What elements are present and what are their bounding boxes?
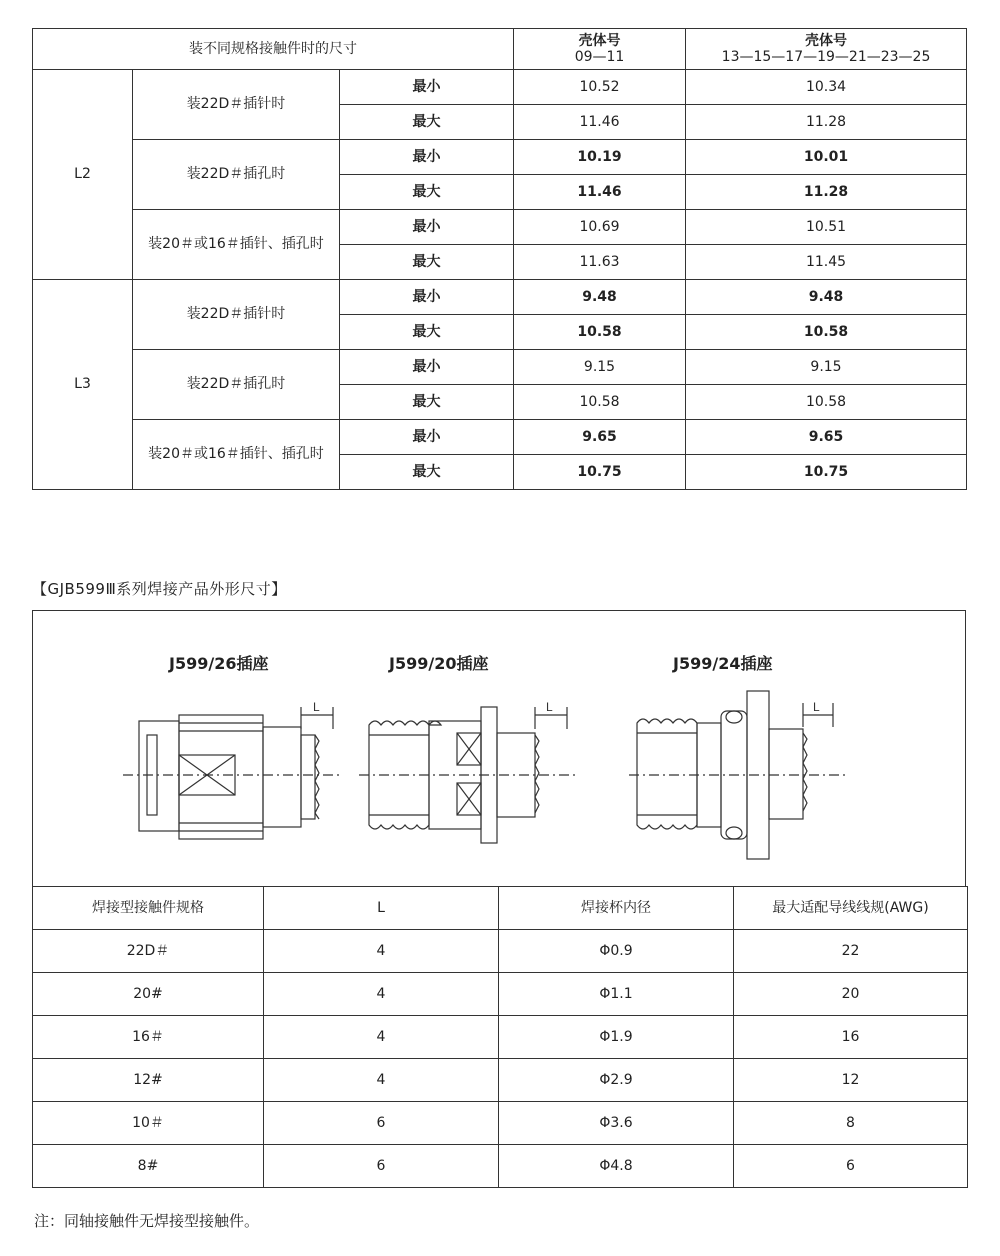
section-title: 【GJB599Ⅲ系列焊接产品外形尺寸】 [32, 580, 287, 598]
dimension-row [33, 140, 967, 175]
table-row [33, 1016, 968, 1059]
figure-label-j599-24: J599/24插座 [673, 654, 773, 673]
dimension-row [33, 280, 967, 315]
cup-diameter-cell: Φ3.6 [499, 1102, 734, 1145]
min-max-label: 最小 [340, 210, 514, 245]
contact-spec-cell: 8# [33, 1145, 264, 1188]
value-shell-09-11: 11.63 [514, 245, 686, 280]
max-awg-cell: 8 [734, 1102, 968, 1145]
contact-spec-cell: 20# [33, 973, 264, 1016]
connector-figures [32, 610, 966, 887]
shell-header-title: 壳体号 [805, 32, 848, 49]
value-shell-09-11: 10.19 [514, 140, 686, 175]
min-max-label: 最小 [340, 350, 514, 385]
table-row [33, 1145, 968, 1188]
min-max-label: 最大 [340, 385, 514, 420]
max-awg-cell: 12 [734, 1059, 968, 1102]
shell-header-sub: 13—15—17—19—21—23—25 [721, 49, 931, 65]
contact-type-label: 装20＃或16＃插针、插孔时 [133, 210, 340, 280]
figure-label-j599-20: J599/20插座 [389, 654, 489, 673]
max-awg-cell: 6 [734, 1145, 968, 1188]
min-max-label: 最大 [340, 105, 514, 140]
dimension-row [33, 210, 967, 245]
solder-contact-table [32, 886, 968, 1188]
dim-label-l-2: L [546, 700, 553, 714]
value-shell-09-11: 9.48 [514, 280, 686, 315]
header-max-awg: 最大适配导线线规(AWG) [734, 887, 968, 930]
l-value-cell: 4 [264, 1016, 499, 1059]
value-shell-09-11: 10.75 [514, 455, 686, 490]
min-max-label: 最大 [340, 245, 514, 280]
dimensions-header-title: 装不同规格接触件时的尺寸 [33, 29, 514, 70]
min-max-label: 最小 [340, 140, 514, 175]
shell-13-25-header [686, 29, 967, 70]
contact-type-label: 装22D＃插孔时 [133, 140, 340, 210]
contact-type-label: 装20＃或16＃插针、插孔时 [133, 420, 340, 490]
value-shell-13-25: 11.28 [686, 105, 967, 140]
l-value-cell: 6 [264, 1102, 499, 1145]
contact-type-label: 装22D＃插孔时 [133, 350, 340, 420]
value-shell-09-11: 10.52 [514, 70, 686, 105]
max-awg-cell: 20 [734, 973, 968, 1016]
value-shell-13-25: 11.45 [686, 245, 967, 280]
l-value-cell: 4 [264, 1059, 499, 1102]
l-value-cell: 4 [264, 973, 499, 1016]
contact-spec-cell: 16＃ [33, 1016, 264, 1059]
shell-09-11-header [514, 29, 686, 70]
dimension-row [33, 420, 967, 455]
dimension-group-label: L3 [33, 280, 133, 490]
j599-26-drawing [139, 707, 333, 839]
min-max-label: 最小 [340, 280, 514, 315]
value-shell-09-11: 11.46 [514, 175, 686, 210]
table-row [33, 930, 968, 973]
shell-header-title: 壳体号 [578, 32, 621, 49]
value-shell-09-11: 9.15 [514, 350, 686, 385]
min-max-label: 最小 [340, 70, 514, 105]
value-shell-13-25: 9.65 [686, 420, 967, 455]
connector-drawings [33, 611, 965, 887]
solder-header-row [33, 887, 968, 930]
l-value-cell: 4 [264, 930, 499, 973]
value-shell-09-11: 10.58 [514, 385, 686, 420]
shell-header-sub: 09—11 [574, 49, 625, 65]
value-shell-09-11: 11.46 [514, 105, 686, 140]
value-shell-13-25: 9.15 [686, 350, 967, 385]
dim-label-l-3: L [813, 700, 820, 714]
contact-spec-cell: 12# [33, 1059, 264, 1102]
cup-diameter-cell: Φ2.9 [499, 1059, 734, 1102]
dimension-row [33, 350, 967, 385]
contact-type-label: 装22D＃插针时 [133, 70, 340, 140]
header-cup-diameter: 焊接杯内径 [499, 887, 734, 930]
max-awg-cell: 16 [734, 1016, 968, 1059]
value-shell-09-11: 10.58 [514, 315, 686, 350]
dimensions-header-row [33, 29, 967, 70]
cup-diameter-cell: Φ0.9 [499, 930, 734, 973]
l-value-cell: 6 [264, 1145, 499, 1188]
table-row [33, 1059, 968, 1102]
value-shell-13-25: 10.58 [686, 315, 967, 350]
dimension-group-label: L2 [33, 70, 133, 280]
dimensions-table [32, 28, 967, 490]
value-shell-13-25: 10.34 [686, 70, 967, 105]
cup-diameter-cell: Φ4.8 [499, 1145, 734, 1188]
value-shell-09-11: 10.69 [514, 210, 686, 245]
dimension-row [33, 70, 967, 105]
table-row [33, 1102, 968, 1145]
header-contact-spec: 焊接型接触件规格 [33, 887, 264, 930]
value-shell-09-11: 9.65 [514, 420, 686, 455]
value-shell-13-25: 10.51 [686, 210, 967, 245]
value-shell-13-25: 9.48 [686, 280, 967, 315]
min-max-label: 最大 [340, 175, 514, 210]
contact-spec-cell: 22D＃ [33, 930, 264, 973]
min-max-label: 最大 [340, 315, 514, 350]
footnote: 注：同轴接触件无焊接型接触件。 [34, 1212, 260, 1230]
cup-diameter-cell: Φ1.1 [499, 973, 734, 1016]
contact-spec-cell: 10＃ [33, 1102, 264, 1145]
value-shell-13-25: 10.75 [686, 455, 967, 490]
min-max-label: 最小 [340, 420, 514, 455]
dim-label-l-1: L [313, 700, 320, 714]
contact-type-label: 装22D＃插针时 [133, 280, 340, 350]
table-row [33, 973, 968, 1016]
max-awg-cell: 22 [734, 930, 968, 973]
value-shell-13-25: 10.58 [686, 385, 967, 420]
cup-diameter-cell: Φ1.9 [499, 1016, 734, 1059]
min-max-label: 最大 [340, 455, 514, 490]
value-shell-13-25: 10.01 [686, 140, 967, 175]
value-shell-13-25: 11.28 [686, 175, 967, 210]
header-l: L [264, 887, 499, 930]
figure-label-j599-26: J599/26插座 [169, 654, 269, 673]
